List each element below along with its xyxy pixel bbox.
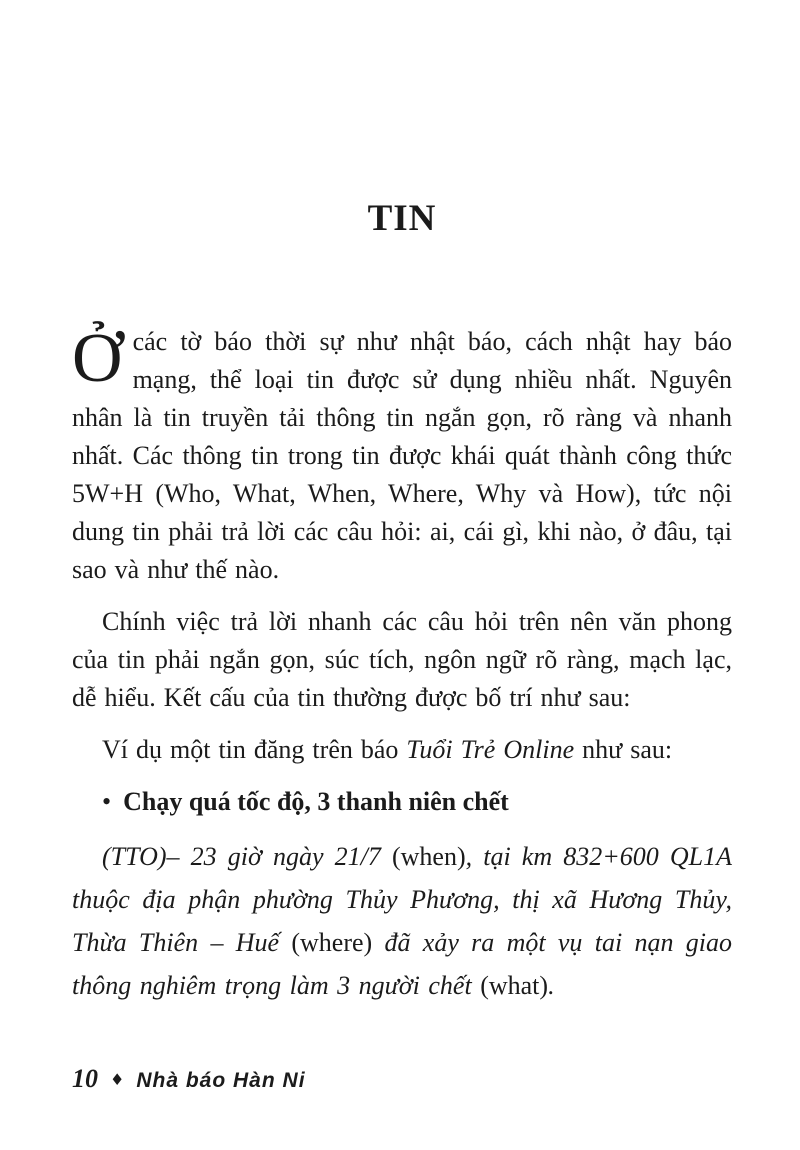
- news-segment-3: đã xảy ra một vụ tai nạn giao thông nghiêm trọng làm 3 người chết: [72, 928, 732, 1000]
- newspaper-name: Tuổi Trẻ Online: [406, 735, 575, 764]
- chapter-title: TIN: [367, 198, 437, 239]
- bullet-icon: •: [102, 787, 112, 816]
- paragraph-example-intro: [72, 731, 732, 769]
- paragraph-intro: [72, 320, 732, 589]
- paragraph-style: Chính việc trả lời nhanh các câu hỏi trên nên văn phong của tin phải ngắn gọn, súc tích, ngôn ngữ rõ ràng, mạch lạc, dễ hiểu. Kết cấu của tin thường được bố trí như sau:: [72, 607, 732, 712]
- news-body: [72, 835, 732, 1007]
- news-segment-1: (TTO)– 23 giờ ngày 21/7: [102, 842, 392, 871]
- news-headline: [72, 783, 732, 821]
- page-number: 10: [72, 1064, 98, 1093]
- page-footer: [72, 1064, 306, 1094]
- news-segment-4: .: [548, 971, 555, 1000]
- news-tag-where: (where): [291, 928, 373, 957]
- drop-cap: Ở: [72, 320, 123, 397]
- paragraph-intro-text: các tờ báo thời sự như nhật báo, cách nhật hay báo mạng, thể loại tin được sử dụng nhiều nhất. Nguyên nhân là tin truyền tải thông tin ngắn gọn, rõ ràng và nhanh nhất. Các thông tin trong tin được khái quát thành công thức 5W+H (Who, What, When, Where, Why và How), tức nội dung tin phải trả lời các câu hỏi: ai, cái gì, khi nào, ở đâu, tại sao và như thế nào.: [72, 327, 732, 584]
- diamond-icon: ♦: [110, 1070, 125, 1089]
- headline-text: Chạy quá tốc độ, 3 thanh niên chết: [123, 787, 509, 816]
- example-intro-tail: như sau:: [574, 735, 673, 764]
- news-tag-when: (when): [391, 842, 466, 871]
- news-tag-what: (what): [480, 971, 549, 1000]
- example-intro-text: Ví dụ một tin đăng trên báo: [102, 735, 407, 764]
- running-title: Nhà báo Hàn Ni: [136, 1069, 306, 1092]
- news-segment-2: , tại km 832+600 QL1A thuộc địa phận phường Thủy Phương, thị xã Hương Thủy, Thừa Thiên – Huế: [72, 842, 733, 957]
